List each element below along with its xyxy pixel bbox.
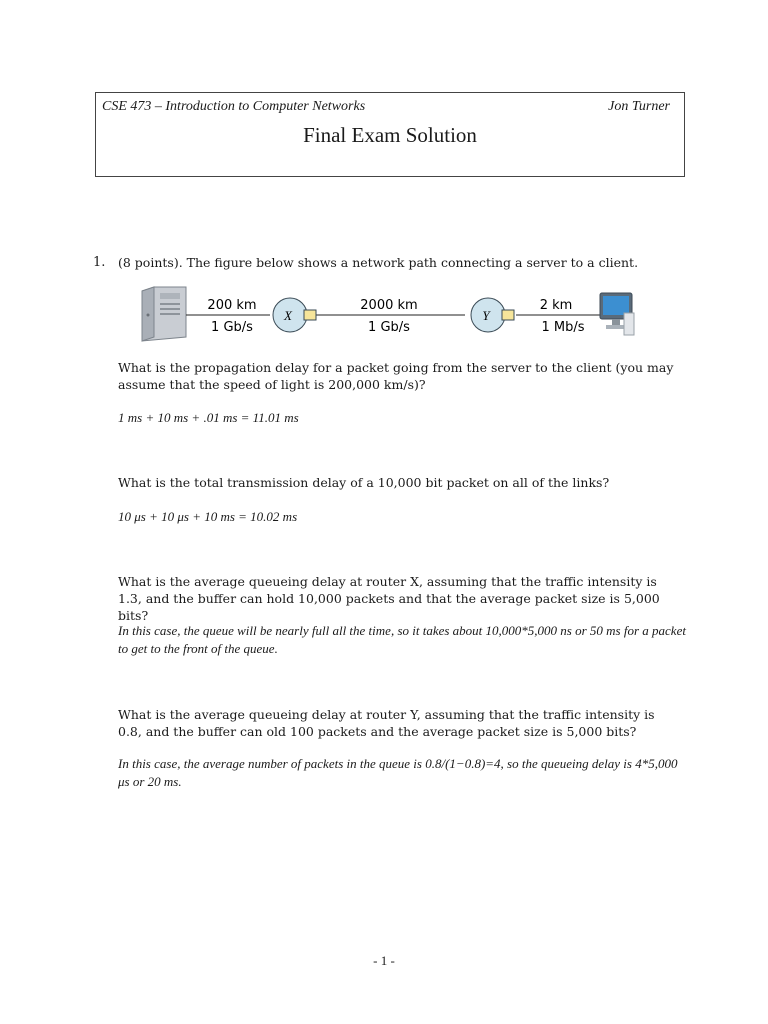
link1-distance: 200 km — [207, 298, 257, 313]
question-part-c: What is the average queueing delay at router X, assuming that the traffic intensity is 1.3, and the buffer can hold 10,000 packets and that the average packet size is 5,000 bits? — [118, 574, 660, 623]
link3-rate: 1 Mb/s — [541, 320, 585, 335]
answer-part-b: 10 μs + 10 μs + 10 ms = 10.02 ms — [118, 509, 298, 524]
question-part-d: What is the average queueing delay at router Y, assuming that the traffic intensity is 0.8, and the buffer can old 100 packets and the average packet size is 5,000 bits? — [118, 707, 655, 739]
client-computer-icon — [600, 293, 634, 335]
network-path-figure — [130, 285, 650, 347]
author-name: Jon Turner — [608, 99, 670, 114]
page-number: - 1 - — [373, 953, 395, 968]
answer-part-c: In this case, the queue will be nearly full all the time, so it takes about 10,000*5,000 ns or 50 ms for a packet to get to the front of the queue. — [118, 623, 686, 656]
link2-rate: 1 Gb/s — [368, 320, 410, 335]
answer-part-a: 1 ms + 10 ms + .01 ms = 11.01 ms — [118, 410, 299, 425]
header-box — [95, 92, 685, 177]
router-x — [273, 298, 316, 332]
page-title: Final Exam Solution — [303, 123, 477, 147]
question-intro: (8 points). The figure below shows a network path connecting a server to a client. — [118, 255, 639, 270]
link2-distance: 2000 km — [360, 298, 418, 313]
answer-part-d: In this case, the average number of packets in the queue is 0.8/(1−0.8)=4, so the queueing delay is 4*5,000 μs or 20 ms. — [118, 756, 678, 789]
server-icon — [142, 287, 186, 341]
course-title: CSE 473 – Introduction to Computer Networks — [102, 99, 366, 114]
link1-rate: 1 Gb/s — [211, 320, 253, 335]
router-y-label: Y — [482, 308, 490, 323]
question-part-a: What is the propagation delay for a packet going from the server to the client (you may assume that the speed of light is 200,000 km/s)? — [118, 360, 674, 392]
router-x-label: X — [284, 308, 292, 323]
router-y — [471, 298, 514, 332]
link3-distance: 2 km — [539, 298, 573, 313]
question-part-b: What is the total transmission delay of a 10,000 bit packet on all of the links? — [118, 475, 610, 490]
question-number: 1. — [93, 255, 106, 270]
